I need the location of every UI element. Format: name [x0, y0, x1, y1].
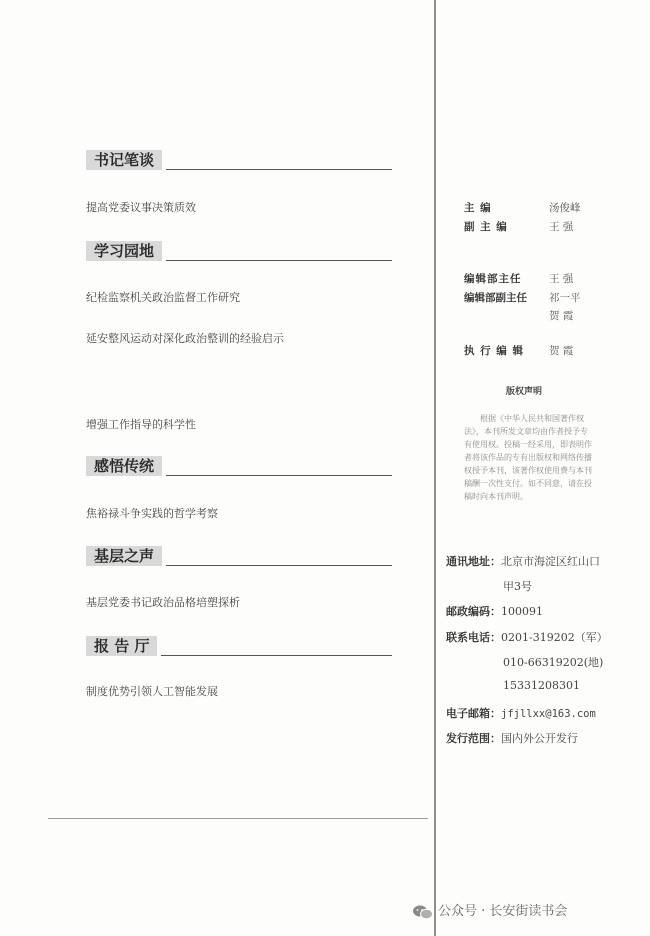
section-rule	[166, 260, 392, 261]
address-row	[446, 553, 600, 569]
wechat-watermark	[412, 900, 567, 920]
chief-editor-label: 主 编	[464, 202, 492, 214]
exec-editor-name: 贺 霞	[549, 345, 574, 357]
address-value: 北京市海淀区红山口	[501, 555, 600, 568]
dept-director-label: 编辑部主任	[464, 273, 522, 285]
phone-label: 联系电话：	[446, 631, 501, 644]
dept-deputy-name: 贺 霞	[549, 310, 574, 322]
bottom-divider	[48, 818, 428, 819]
article-title[interactable]: 基层党委书记政治品格培塑探析	[86, 596, 240, 609]
email-value[interactable]: jfjllxx@163.com	[501, 708, 596, 720]
section-rule	[166, 565, 392, 566]
distribution-row	[446, 730, 578, 746]
article-title[interactable]: 延安整风运动对深化政治整训的经验启示	[86, 332, 284, 345]
section-title: 基层之声	[86, 546, 162, 566]
article-title[interactable]: 增强工作指导的科学性	[86, 418, 196, 431]
section-title: 学习园地	[86, 241, 162, 261]
deputy-editor-label: 副 主 编	[464, 221, 508, 233]
phone-row	[446, 629, 608, 645]
article-title[interactable]: 提高党委议事决策质效	[86, 201, 196, 214]
section-header	[86, 241, 392, 261]
wechat-icon	[412, 904, 434, 920]
section-rule	[166, 475, 392, 476]
section-header	[86, 456, 392, 476]
section-header	[86, 546, 392, 566]
article-title[interactable]: 制度优势引领人工智能发展	[86, 685, 218, 698]
dept-deputy-name: 祁一平	[549, 292, 581, 304]
chief-editor-name: 汤俊峰	[549, 202, 581, 214]
address-value-cont: 甲3号	[503, 580, 532, 593]
phone-value-cont: 010-66319202(地)	[503, 656, 604, 669]
section-header	[86, 636, 392, 656]
section-title: 报 告 厅	[86, 636, 157, 656]
deputy-editor-name: 王 强	[549, 221, 574, 233]
watermark-text: 公众号 · 长安街读书会	[438, 904, 568, 919]
postcode-label: 邮政编码：	[446, 605, 501, 618]
article-title[interactable]: 焦裕禄斗争实践的哲学考察	[86, 507, 218, 520]
section-header	[86, 150, 392, 170]
copyright-body: 根据《中华人民共和国著作权法》，本刊所发文章均由作者授予专有使用权。投稿一经采用，即表明作者将该作品的专有出版权和网络传播权授予本刊，该著作权使用费与本刊稿酬一次性支付。如不同意，请在投稿时向本刊声明。	[464, 414, 592, 501]
address-label: 通讯地址：	[446, 555, 501, 568]
exec-editor-label: 执 行 编 辑	[464, 345, 524, 357]
postcode-value: 100091	[501, 605, 543, 618]
postcode-row	[446, 603, 543, 619]
phone-value: 0201-319202（军）	[501, 631, 608, 644]
section-rule	[166, 169, 392, 170]
email-row	[446, 705, 596, 721]
article-title[interactable]: 纪检监察机关政治监督工作研究	[86, 291, 240, 304]
email-label: 电子邮箱：	[446, 707, 501, 720]
section-title: 感悟传统	[86, 456, 162, 476]
distribution-value: 国内外公开发行	[501, 732, 578, 745]
distribution-label: 发行范围：	[446, 732, 501, 745]
dept-director-name: 王 强	[549, 273, 574, 285]
section-title: 书记笔谈	[86, 150, 162, 170]
dept-deputy-label: 编辑部副主任	[464, 292, 527, 304]
phone-value-cont: 15331208301	[503, 679, 580, 692]
copyright-title: 版权声明	[506, 387, 543, 397]
section-rule	[161, 655, 392, 656]
center-divider	[434, 0, 436, 936]
